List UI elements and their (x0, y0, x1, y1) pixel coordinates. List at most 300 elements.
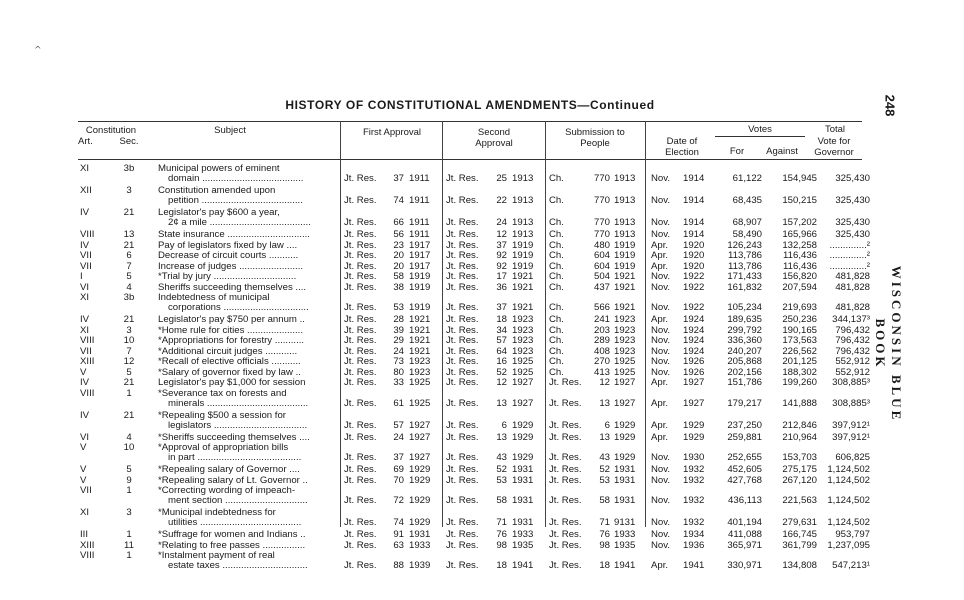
header-bottom-rule (78, 159, 862, 160)
header-art: Art. (78, 136, 93, 147)
cell-art: XIII (80, 356, 95, 367)
cell-s2: 92 (496, 250, 507, 261)
cell-dy: 1924 (683, 314, 705, 325)
cell-sec: 9 (126, 474, 132, 486)
cell-s3: 1931 (512, 517, 534, 528)
cell-p1: Ch. (549, 271, 564, 282)
cell-p2: 13 (599, 397, 610, 409)
cell-s1: Jt. Res. (446, 495, 479, 506)
cell-s2: 13 (496, 431, 507, 443)
cell-s1: Jt. Res. (446, 419, 479, 431)
cell-dy: 1924 (683, 324, 705, 336)
cell-p2: 12 (599, 377, 610, 388)
cell-subject: *Repealing salary of Governor .... (158, 465, 300, 475)
cell-dm: Nov. (651, 335, 671, 346)
header-submission: Submission to People (565, 127, 625, 149)
cell-tv: 308,885³ (832, 377, 870, 388)
cell-f2: 24 (393, 345, 404, 357)
cell-p3: 1919 (614, 250, 636, 261)
cell-p1: Ch. (549, 281, 564, 293)
cell-vf: 68,907 (732, 217, 762, 228)
cell-f1: Jt. Res. (344, 314, 377, 325)
cell-f1: Jt. Res. (344, 397, 377, 409)
cell-dm: Nov. (651, 195, 671, 206)
cell-vf: 171,433 (727, 271, 762, 282)
cell-p3: 1923 (614, 345, 636, 357)
cell-dy: 1926 (683, 356, 705, 367)
cell-s3: 1929 (512, 452, 534, 463)
cell-dm: Apr. (651, 560, 669, 571)
cell-sec: 5 (126, 464, 132, 475)
cell-f2: 20 (393, 260, 404, 272)
cell-p2: 604 (593, 260, 610, 272)
header-total: Total (824, 124, 846, 135)
cell-va: 156,820 (782, 271, 817, 282)
cell-dy: 1927 (683, 397, 705, 409)
cell-va: 275,175 (782, 464, 817, 475)
cell-s3: 1925 (512, 356, 534, 367)
cell-va: 361,799 (782, 539, 817, 551)
cell-tv: 552,912 (835, 366, 870, 378)
cell-p2: 770 (593, 217, 610, 228)
cell-s3: 1935 (512, 539, 534, 551)
cell-f3: 1927 (409, 452, 431, 463)
cell-s2: 43 (496, 452, 507, 463)
cell-subject: *Severance tax on forests and (158, 388, 287, 399)
cell-f3: 1929 (409, 517, 431, 528)
cell-f2: 56 (393, 229, 404, 240)
cell-s1: Jt. Res. (446, 529, 479, 540)
cell-p3: 1929 (614, 452, 636, 463)
cell-tv: 953,797 (835, 529, 870, 540)
cell-tv: 325,430 (835, 229, 870, 240)
cell-s3: 1923 (512, 324, 534, 336)
cell-f2: 33 (393, 377, 404, 388)
cell-f1: Jt. Res. (344, 560, 377, 571)
cell-dy: 1932 (683, 464, 705, 475)
cell-s1: Jt. Res. (446, 173, 479, 184)
cell-dm: Nov. (651, 366, 671, 378)
cell-vf: 58,490 (732, 229, 762, 240)
cell-f3: 1919 (409, 281, 431, 293)
cell-p3: 1929 (614, 431, 636, 443)
header-for: For (729, 146, 745, 157)
cell-p1: Jt. Res. (549, 452, 582, 463)
cell-sec: 3 (126, 324, 132, 336)
cell-s2: 6 (501, 419, 507, 431)
cell-art: VIII (80, 387, 95, 399)
cell-subject: Decrease of circuit courts ........... (158, 251, 299, 261)
cell-art: IV (80, 314, 90, 325)
cell-subject: in part ....................................... (168, 453, 302, 463)
cell-dm: Apr. (651, 377, 669, 388)
cell-f1: Jt. Res. (344, 173, 377, 184)
cell-va: 173,563 (782, 335, 817, 346)
cell-dm: Nov. (651, 517, 671, 528)
cell-va: 250,236 (782, 314, 817, 325)
cell-art: VII (80, 345, 92, 357)
cell-va: 201,125 (782, 356, 817, 367)
cell-tv: 796,432 (835, 345, 870, 357)
cell-tv: 552,912 (835, 356, 870, 367)
cell-p3: 1921 (614, 281, 636, 293)
cell-s1: Jt. Res. (446, 474, 479, 486)
cell-subject: *Appropriations for forestry ........... (158, 336, 305, 346)
cell-subject: *Recall of elective officials ........... (158, 357, 301, 367)
cell-subject: corporations ................................ (168, 303, 309, 313)
cell-p3: 1931 (614, 474, 636, 486)
cell-vf: 105,234 (727, 302, 762, 313)
cell-p2: 71 (599, 517, 610, 528)
cell-tv: 547,213¹ (832, 560, 870, 571)
cell-p2: 504 (593, 271, 610, 282)
col-divider-second (545, 121, 546, 527)
cell-s1: Jt. Res. (446, 229, 479, 240)
cell-f3: 1927 (409, 419, 431, 431)
cell-s1: Jt. Res. (446, 239, 479, 251)
cell-p2: 437 (593, 281, 610, 293)
cell-va: 116,436 (783, 260, 817, 272)
cell-vf: 427,768 (727, 474, 762, 486)
cell-f3: 1939 (409, 560, 431, 571)
cell-subject: domain ...................................... (168, 174, 304, 184)
cell-subject: Legislator's pay $600 a year, (158, 208, 280, 218)
cell-sec: 5 (126, 366, 132, 378)
cell-s1: Jt. Res. (446, 314, 479, 325)
cell-va: 210,964 (782, 431, 817, 443)
cell-f2: 53 (393, 302, 404, 313)
cell-dy: 1914 (683, 229, 705, 240)
cell-f1: Jt. Res. (344, 517, 377, 528)
cell-f2: 23 (393, 239, 404, 251)
cell-p1: Ch. (549, 239, 564, 251)
cell-p1: Jt. Res. (549, 517, 582, 528)
cell-p3: 9131 (614, 517, 636, 528)
cell-dy: 1922 (683, 281, 705, 293)
cell-p1: Ch. (549, 229, 564, 240)
cell-s2: 98 (496, 539, 507, 551)
cell-p1: Jt. Res. (549, 529, 582, 540)
cell-p3: 1923 (614, 335, 636, 346)
cell-dy: 1927 (683, 377, 705, 388)
cell-f3: 1919 (409, 302, 431, 313)
cell-sec: 3b (123, 292, 135, 303)
cell-sec: 6 (126, 250, 132, 261)
cell-p1: Jt. Res. (549, 431, 582, 443)
cell-art: VIII (80, 229, 95, 240)
cell-dm: Nov. (651, 173, 671, 184)
cell-art: XI (80, 163, 90, 174)
cell-s1: Jt. Res. (446, 517, 479, 528)
cell-p1: Ch. (549, 173, 564, 184)
cell-s2: 57 (496, 335, 507, 346)
cell-p2: 58 (599, 495, 610, 506)
cell-dy: 1914 (683, 173, 705, 184)
cell-s2: 12 (496, 229, 507, 240)
cell-sec: 21 (123, 409, 135, 421)
cell-va: 267,120 (782, 474, 817, 486)
cell-f3: 1921 (409, 345, 431, 357)
cell-art: V (80, 464, 87, 475)
cell-p1: Ch. (549, 366, 564, 378)
cell-f3: 1911 (409, 229, 430, 240)
cell-f3: 1911 (409, 173, 430, 184)
cell-p3: 1925 (614, 366, 636, 378)
cell-p2: 18 (599, 560, 610, 571)
cell-p1: Ch. (549, 314, 564, 325)
cell-vf: 179,217 (727, 397, 762, 409)
cell-art: IV (80, 409, 90, 421)
cell-p3: 1931 (614, 495, 636, 506)
cell-p2: 43 (599, 452, 610, 463)
cell-dm: Apr. (651, 397, 669, 409)
cell-sec: 3 (126, 507, 132, 518)
cell-sec: 21 (123, 314, 135, 325)
cell-tv: 397,912¹ (832, 419, 870, 431)
cell-s1: Jt. Res. (446, 271, 479, 282)
cell-dm: Apr. (651, 250, 669, 261)
cell-p1: Jt. Res. (549, 419, 582, 431)
cell-f1: Jt. Res. (344, 529, 377, 540)
cell-f1: Jt. Res. (344, 250, 377, 261)
cell-s1: Jt. Res. (446, 397, 479, 409)
cell-f1: Jt. Res. (344, 302, 377, 313)
cell-tv: ..............² (829, 260, 870, 272)
page-number: 248 (882, 94, 898, 117)
cell-dy: 1932 (683, 474, 705, 486)
cell-f2: 72 (393, 495, 404, 506)
cell-f2: 37 (393, 452, 404, 463)
cell-f1: Jt. Res. (344, 366, 377, 378)
cell-dm: Apr. (651, 419, 669, 431)
running-head-side: WISCONSIN BLUE BOOK (873, 265, 904, 423)
cell-dm: Apr. (651, 260, 669, 272)
cell-sec: 3b (123, 163, 135, 174)
cell-sec: 7 (126, 345, 132, 357)
cell-vf: 61,122 (732, 173, 762, 184)
cell-dm: Nov. (651, 217, 671, 228)
cell-s3: 1929 (512, 419, 534, 431)
header-subject: Subject (214, 125, 246, 136)
cell-p3: 1921 (614, 302, 636, 313)
cell-sec: 3 (126, 185, 132, 196)
cell-dm: Nov. (651, 356, 671, 367)
cell-tv: 481,828 (835, 281, 870, 293)
cell-vf: 365,971 (727, 539, 762, 551)
cell-p1: Ch. (549, 260, 564, 272)
cell-p3: 1919 (614, 239, 636, 251)
cell-s1: Jt. Res. (446, 260, 479, 272)
cell-dm: Nov. (651, 229, 671, 240)
cell-p2: 408 (593, 345, 610, 357)
cell-s1: Jt. Res. (446, 366, 479, 378)
header-vote-for-governor: Vote for Governor (814, 136, 854, 158)
cell-f1: Jt. Res. (344, 464, 377, 475)
cell-art: IV (80, 239, 90, 251)
cell-s3: 1921 (512, 281, 534, 293)
cell-f1: Jt. Res. (344, 217, 377, 228)
cell-art: XI (80, 507, 90, 518)
cell-va: 212,846 (782, 419, 817, 431)
cell-s2: 13 (496, 397, 507, 409)
cell-sec: 1 (126, 529, 132, 540)
cell-art: VII (80, 250, 92, 261)
cell-f3: 1919 (409, 271, 431, 282)
cell-f3: 1921 (409, 335, 431, 346)
cell-sec: 7 (126, 260, 132, 272)
cell-art: XI (80, 292, 90, 303)
cell-tv: 344,137³ (832, 314, 870, 325)
col-divider-submission (645, 121, 646, 527)
cell-va: 279,631 (782, 517, 817, 528)
cell-sec: 10 (123, 335, 135, 346)
cell-p2: 76 (599, 529, 610, 540)
cell-p2: 566 (593, 302, 610, 313)
cell-dy: 1914 (683, 195, 705, 206)
cell-s3: 1927 (512, 397, 534, 409)
cell-s2: 53 (496, 474, 507, 486)
cell-p1: Jt. Res. (549, 560, 582, 571)
cell-s3: 1921 (512, 302, 534, 313)
cell-tv: 481,828 (835, 271, 870, 282)
header-top-rule (78, 121, 862, 122)
cell-s2: 25 (496, 173, 507, 184)
cell-dm: Nov. (651, 474, 671, 486)
cell-subject: Legislator's pay $1,000 for session (158, 378, 306, 388)
cell-p1: Jt. Res. (549, 474, 582, 486)
cell-f1: Jt. Res. (344, 356, 377, 367)
cell-subject: Municipal powers of eminent (158, 164, 280, 174)
cell-dm: Nov. (651, 452, 671, 463)
cell-s3: 1931 (512, 464, 534, 475)
cell-sec: 13 (123, 229, 135, 240)
cell-subject: *Sheriffs succeeding themselves .... (158, 432, 310, 443)
cell-s3: 1923 (512, 335, 534, 346)
header-date-of-election: Date of Election (665, 136, 699, 158)
cell-p3: 1919 (614, 260, 636, 272)
cell-vf: 240,207 (727, 345, 762, 357)
cell-art: V (80, 366, 87, 378)
cell-s2: 52 (496, 366, 507, 378)
cell-f3: 1911 (409, 195, 430, 206)
votes-rule (715, 136, 805, 137)
cell-p1: Ch. (549, 195, 564, 206)
cell-f3: 1917 (409, 250, 431, 261)
cell-p2: 241 (593, 314, 610, 325)
cell-dm: Nov. (651, 345, 671, 357)
corner-mark: ^ (34, 46, 42, 56)
cell-dy: 1929 (683, 419, 705, 431)
cell-f3: 1917 (409, 260, 431, 272)
cell-subject: Increase of judges ........................ (158, 261, 304, 272)
cell-vf: 202,156 (727, 366, 762, 378)
cell-sec: 1 (126, 485, 132, 496)
cell-dm: Nov. (651, 324, 671, 336)
cell-f3: 1931 (409, 529, 431, 540)
cell-f2: 69 (393, 464, 404, 475)
cell-va: 165,966 (782, 229, 817, 240)
cell-s1: Jt. Res. (446, 324, 479, 336)
cell-s2: 18 (496, 560, 507, 571)
cell-s2: 16 (496, 356, 507, 367)
cell-dm: Nov. (651, 495, 671, 506)
cell-dm: Apr. (651, 314, 669, 325)
cell-subject: *Instalment payment of real (158, 551, 275, 561)
cell-f3: 1927 (409, 431, 431, 443)
cell-va: 221,563 (782, 495, 817, 506)
cell-subject: State insurance ............................... (158, 230, 310, 240)
cell-dy: 1922 (683, 302, 705, 313)
cell-f3: 1921 (409, 324, 431, 336)
cell-tv: 796,432 (835, 335, 870, 346)
cell-sec: 4 (126, 431, 132, 443)
cell-vf: 161,832 (727, 281, 762, 293)
cell-vf: 259,881 (727, 431, 762, 443)
cell-f2: 73 (393, 356, 404, 367)
cell-s2: 92 (496, 260, 507, 272)
cell-vf: 299,792 (727, 324, 762, 336)
cell-p3: 1913 (614, 229, 636, 240)
cell-subject: *Home rule for cities ..................... (158, 325, 304, 336)
cell-p3: 1929 (614, 419, 636, 431)
cell-dm: Nov. (651, 539, 671, 551)
cell-p3: 1921 (614, 271, 636, 282)
cell-vf: 252,655 (727, 452, 762, 463)
cell-p2: 98 (599, 539, 610, 551)
cell-va: 150,215 (782, 195, 817, 206)
cell-tv: 397,912¹ (832, 431, 870, 443)
cell-tv: 796,432 (835, 324, 870, 336)
cell-s3: 1919 (512, 239, 534, 251)
cell-art: VIII (80, 335, 95, 346)
cell-f2: 58 (393, 271, 404, 282)
cell-p3: 1933 (614, 529, 636, 540)
cell-s3: 1913 (512, 195, 534, 206)
cell-subject: estate taxes ................................ (168, 561, 308, 571)
cell-s3: 1919 (512, 260, 534, 272)
cell-vf: 68,435 (732, 195, 762, 206)
cell-tv: 1,124,502 (827, 474, 870, 486)
cell-f3: 1929 (409, 464, 431, 475)
cell-dy: 1920 (683, 239, 705, 251)
cell-s1: Jt. Res. (446, 281, 479, 293)
cell-vf: 330,971 (727, 560, 762, 571)
cell-f2: 20 (393, 250, 404, 261)
cell-s1: Jt. Res. (446, 356, 479, 367)
cell-s3: 1923 (512, 314, 534, 325)
cell-f1: Jt. Res. (344, 281, 377, 293)
cell-f1: Jt. Res. (344, 260, 377, 272)
cell-f1: Jt. Res. (344, 377, 377, 388)
cell-va: 226,562 (782, 345, 817, 357)
cell-dm: Nov. (651, 302, 671, 313)
cell-f2: 91 (393, 529, 404, 540)
cell-sec: 12 (123, 356, 135, 367)
cell-dy: 1924 (683, 335, 705, 346)
cell-f1: Jt. Res. (344, 431, 377, 443)
cell-s1: Jt. Res. (446, 302, 479, 313)
cell-dy: 1930 (683, 452, 705, 463)
cell-dy: 1941 (683, 560, 705, 571)
cell-art: VI (80, 281, 90, 293)
cell-f2: 29 (393, 335, 404, 346)
cell-f3: 1923 (409, 366, 431, 378)
cell-dy: 1914 (683, 217, 705, 228)
cell-p2: 53 (599, 474, 610, 486)
cell-tv: 325,430 (835, 173, 870, 184)
cell-va: 153,703 (782, 452, 817, 463)
cell-dy: 1922 (683, 271, 705, 282)
